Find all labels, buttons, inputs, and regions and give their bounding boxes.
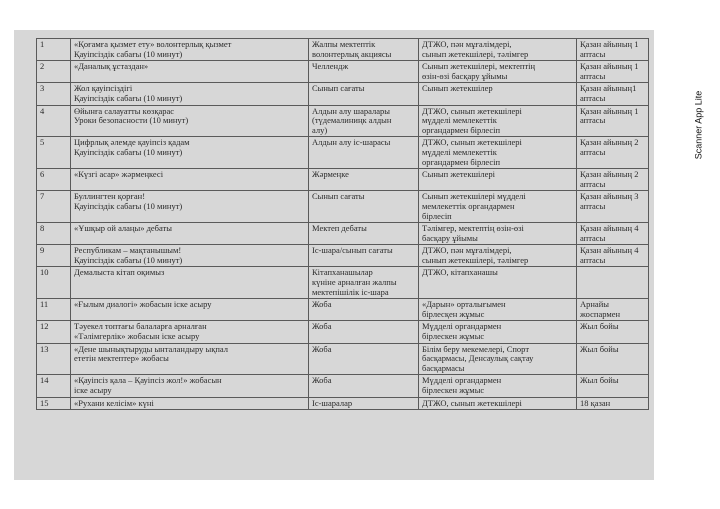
event-form-cell [309,343,419,375]
date-cell [577,169,649,191]
responsible-cell [419,137,577,169]
row-number-cell: 7 [37,191,71,223]
table-row [37,39,649,61]
event-title-cell [71,137,309,169]
event-form-line: волонтерлық акциясы [312,48,392,59]
date-line: аптасы [580,146,606,157]
date-line: аптасы [580,70,606,81]
responsible-line: Тәлімгер, мектептің өзін-өзі [422,223,524,234]
date-cell [577,61,649,83]
date-cell [577,137,649,169]
event-title-line: Қауіпсіздік сабағы (10 минут) [74,146,183,157]
table-row [37,137,649,169]
event-title-line: «Ұшқыр ой алаңы» дебаты [74,223,172,234]
event-form-line: Іс-шара/сынып сағаты [312,245,393,256]
event-form-cell [309,375,419,397]
event-title-line: Буллингтен қорған! [74,191,146,202]
event-form-line: Іс-шаралар [312,397,353,408]
date-line: аптасы [580,254,606,265]
date-line: Қазан айының 4 [580,245,639,256]
event-title-cell [71,321,309,343]
date-cell [577,105,649,137]
event-form-cell [309,321,419,343]
event-title-line: Өйынға салауатты көзқарас [74,105,175,116]
date-line: Қазан айының1 [580,83,637,94]
date-line: Қазан айының 2 [580,137,639,148]
responsible-cell [419,343,577,375]
row-number-cell: 15 [37,397,71,410]
responsible-line: басқару ұйымы [422,232,478,243]
event-title-cell [71,105,309,137]
event-form-line: Алдын алу шаралары [312,105,390,116]
event-title-line: «Қоғамға қызмет ету» волонтерлық қызмет [74,39,232,49]
date-line: аптасы [580,48,606,59]
responsible-line: Сынып жетекшілері [422,169,495,180]
event-title-line: «Ғылым диалогі» жобасын іске асыру [74,299,212,310]
responsible-cell [419,375,577,397]
event-title-line: «Рухани келісім» күні [74,397,154,408]
event-title-line: «Даналық ұстаздан» [74,61,149,72]
table-row [37,105,649,137]
date-line: аптасы [580,200,606,211]
row-number-cell: 2 [37,61,71,83]
date-line: Қазан айының 1 [580,39,639,49]
date-line: Жыл бойы [580,343,619,354]
responsible-line: басқармасы [422,362,465,373]
event-title-cell [71,39,309,61]
date-line: Жыл бойы [580,321,619,332]
responsible-cell [419,223,577,245]
responsible-line: Мүдделі органдармен [422,321,502,332]
event-form-line: Алдын алу іс-шарасы [312,137,391,148]
responsible-line: «Дарын» орталығымен [422,299,506,310]
table-row [37,83,649,105]
event-form-cell [309,223,419,245]
date-cell [577,343,649,375]
event-title-cell [71,223,309,245]
date-line: аптасы [580,232,606,243]
date-cell [577,375,649,397]
responsible-line: бірлесіп [422,210,452,221]
date-line: аптасы [580,178,606,189]
event-form-cell [309,61,419,83]
event-title-line: Цифрлық әлемде қауіпсіз қадам [74,137,190,148]
event-form-cell [309,397,419,410]
row-number-cell: 6 [37,169,71,191]
event-form-cell [309,105,419,137]
event-plan-body [37,39,649,410]
responsible-line: Білім беру мекемелері, Спорт [422,343,530,354]
responsible-line: органдармен бірлесіп [422,156,501,167]
row-number-cell: 12 [37,321,71,343]
event-title-line: Қауіпсіздік сабағы (10 минут) [74,92,183,103]
event-title-line: Тәуекел топтағы балаларға арналған [74,321,207,332]
row-number-cell: 8 [37,223,71,245]
responsible-line: ДТЖО, пән мұғалімдері, [422,39,512,49]
event-title-cell [71,169,309,191]
responsible-cell [419,191,577,223]
date-cell [577,223,649,245]
event-form-cell [309,83,419,105]
event-title-cell [71,299,309,321]
event-form-line: Жоба [312,375,332,386]
responsible-cell [419,83,577,105]
date-cell [577,267,649,299]
responsible-line: бірлескен жұмыс [422,385,485,395]
responsible-line: бірлесқен жұмыс [422,308,485,319]
event-title-line: Қауіпсіздік сабағы (10 минут) [74,200,183,211]
event-title-line: Жол қауіпсіздігі [74,83,133,94]
event-title-line: Республикам – мақтанышым! [74,245,182,256]
responsible-line: өзін-өзі басқару ұйымы [422,70,508,81]
event-title-line: ететін мектептер» жобасы [74,353,169,364]
event-form-line: Жоба [312,343,332,354]
event-title-cell [71,245,309,267]
responsible-cell [419,39,577,61]
responsible-line: ДТЖО, сынып жетекшілері [422,137,522,148]
date-line: жоспармен [580,308,621,319]
event-form-line: мектепішілік іс-шара [312,286,389,297]
event-title-line: «Тәлімгерлік» жобасын іске асыру [74,331,200,342]
responsible-cell [419,397,577,410]
table-row [37,223,649,245]
responsible-cell [419,61,577,83]
date-line: Қазан айының 1 [580,105,639,116]
event-form-line: Жоба [312,299,332,310]
row-number-cell: 10 [37,267,71,299]
event-title-cell [71,375,309,397]
event-title-line: «Дене шынықтыруды ынталандыру ықпал [74,343,228,354]
responsible-cell [419,267,577,299]
event-title-line: іске асыру [74,385,112,395]
row-number-cell: 11 [37,299,71,321]
event-form-line: Жәрмеңке [312,169,349,180]
table-row [37,267,649,299]
responsible-line: мүдделі мемлекеттік [422,146,497,157]
event-title-cell [71,267,309,299]
event-form-cell [309,137,419,169]
date-cell [577,245,649,267]
date-line: Қазан айының 4 [580,223,639,234]
responsible-line: бірлескен жұмыс [422,331,485,342]
table-row [37,321,649,343]
responsible-line: органдармен бірлесіп [422,124,501,135]
date-line: Қазан айының 2 [580,169,639,180]
date-line: аптасы [580,115,606,126]
date-cell [577,39,649,61]
event-form-line: күніне арналған жалпы [312,277,397,288]
responsible-line: мүдделі мемлекеттік [422,115,497,126]
event-form-cell [309,267,419,299]
responsible-line: сынып жетекшілері, тәлімгер [422,48,529,59]
event-title-cell [71,397,309,410]
event-title-line: «Күзгі асар» жәрмеңкесі [74,169,164,180]
event-plan-table [36,38,649,410]
responsible-cell [419,299,577,321]
table-row [37,299,649,321]
event-title-line: «Қауіпсіз қала – Қауіпсіз жол!» жобасын [74,375,222,386]
table-row [37,375,649,397]
table-row [37,397,649,410]
event-title-cell [71,61,309,83]
date-line: Қазан айының 3 [580,191,639,202]
date-line: Қазан айының 1 [580,61,639,72]
responsible-line: Сынып жетекшілер [422,83,493,94]
event-form-line: (түдемалиниңк алдын [312,115,392,126]
row-number-cell: 3 [37,83,71,105]
responsible-line: мемлекеттік органдармен [422,200,515,211]
event-title-line: Қауіпсіздік сабағы (10 минут) [74,254,183,265]
event-form-line: Сынып сағаты [312,191,365,202]
date-line: Жыл бойы [580,375,619,386]
event-form-cell [309,191,419,223]
event-form-cell [309,169,419,191]
responsible-cell [419,169,577,191]
row-number-cell: 9 [37,245,71,267]
responsible-line: ДТЖО, пән мұғалімдері, [422,245,512,256]
event-form-cell [309,245,419,267]
row-number-cell: 14 [37,375,71,397]
row-number-cell: 13 [37,343,71,375]
responsible-line: ДТЖО, сынып жетекшілері [422,105,522,116]
event-form-cell [309,299,419,321]
table-row [37,169,649,191]
event-title-cell [71,191,309,223]
date-line: аптасы [580,92,606,103]
date-line: Арнайы [580,299,609,310]
event-form-line: Кітапханашылар [312,267,373,278]
row-number-cell: 5 [37,137,71,169]
event-form-line: Мектеп дебаты [312,223,367,234]
date-cell [577,397,649,410]
responsible-cell [419,245,577,267]
watermark [690,70,706,180]
date-line: 18 қазан [580,397,611,408]
scanned-page [14,30,654,480]
responsible-line: ДТЖО, кітапханашы [422,267,498,278]
table-row [37,245,649,267]
event-form-cell [309,39,419,61]
table-row [37,191,649,223]
table-row [37,61,649,83]
event-title-line: Демалыста кітап оқимыз [74,267,165,278]
event-form-line: Жалпы мектептік [312,39,376,49]
event-title-line: Уроки безопасности (10 минут) [74,115,189,126]
table-row [37,343,649,375]
row-number-cell: 1 [37,39,71,61]
watermark-text: Scanner App Lite [693,90,703,160]
date-cell [577,321,649,343]
event-form-line: Жоба [312,321,332,332]
responsible-line: Мүдделі органдармен [422,375,502,386]
responsible-line: Сынып жетекшілері мүдделі [422,191,526,202]
row-number-cell: 4 [37,105,71,137]
event-title-cell [71,343,309,375]
responsible-line: басқармасы, Денсаулық сақтау [422,353,534,364]
event-title-line: Қауіпсіздік сабағы (10 минут) [74,48,183,59]
date-cell [577,191,649,223]
event-form-line: Челлендж [312,61,349,72]
date-cell [577,299,649,321]
date-cell [577,83,649,105]
event-form-line: алу) [312,124,328,135]
event-form-line: Сынып сағаты [312,83,365,94]
responsible-line: сынып жетекшілері, тәлімгер [422,254,529,265]
responsible-line: Сынып жетекшілері, мектептің [422,61,536,72]
responsible-cell [419,105,577,137]
event-title-cell [71,83,309,105]
responsible-line: ДТЖО, сынып жетекшілері [422,397,522,408]
responsible-cell [419,321,577,343]
